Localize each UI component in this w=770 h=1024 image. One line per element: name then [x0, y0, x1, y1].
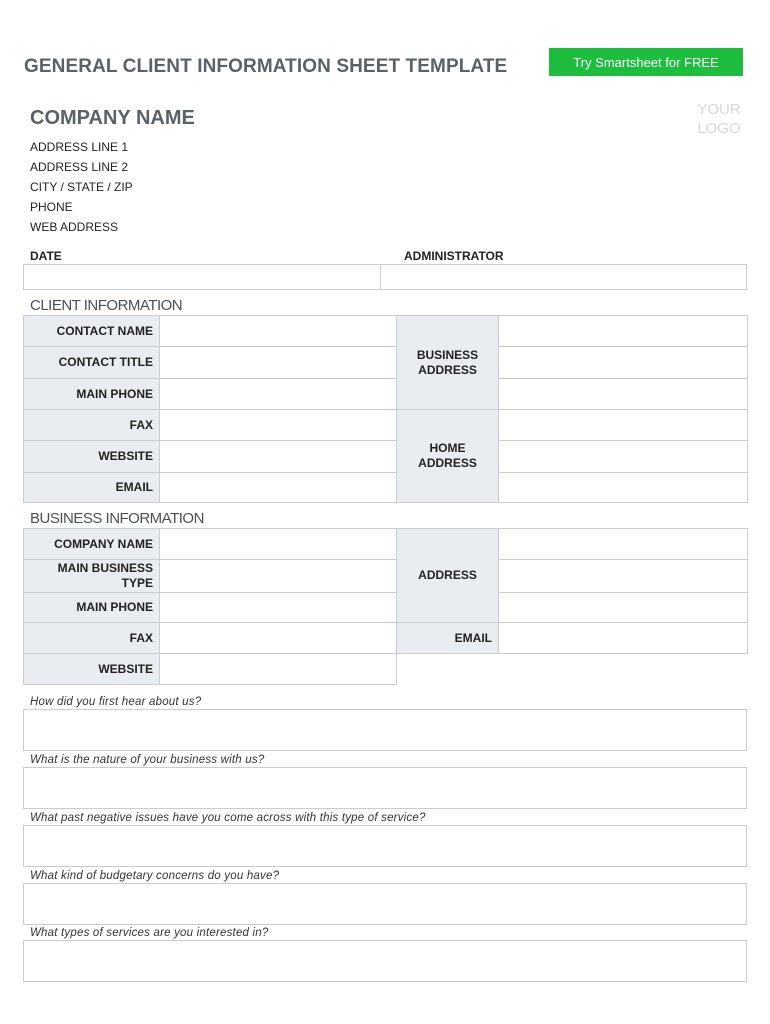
company-name: COMPANY NAME: [30, 107, 195, 129]
business-address-label-line-1: BUSINESS: [416, 347, 479, 362]
business-main-phone-field[interactable]: [160, 593, 397, 623]
question-hear-about-us: How did you first hear about us?: [30, 696, 202, 708]
question-services-interested: What types of services are you interested in?: [30, 927, 269, 939]
main-business-type-field[interactable]: [160, 560, 397, 593]
contact-title-field[interactable]: [160, 347, 397, 379]
home-address-field-3[interactable]: [499, 473, 748, 503]
fax-field[interactable]: [160, 410, 397, 441]
empty-cell: [397, 654, 748, 685]
answer-services-interested[interactable]: [23, 940, 747, 982]
business-email-label: EMAIL: [397, 623, 499, 654]
answer-past-negative-issues[interactable]: [23, 825, 747, 867]
business-address-field-1[interactable]: [499, 316, 748, 347]
date-label: DATE: [30, 249, 62, 263]
company-name-label: COMPANY NAME: [24, 529, 160, 560]
answer-budgetary-concerns[interactable]: [23, 883, 747, 925]
business-information-table: [23, 528, 748, 685]
answer-hear-about-us[interactable]: [23, 709, 747, 751]
address-line-2: ADDRESS LINE 2: [30, 160, 129, 174]
main-business-type-label-line-1: MAIN BUSINESS: [57, 561, 153, 575]
company-phone: PHONE: [30, 200, 73, 214]
question-past-negative-issues: What past negative issues have you come across with this type of service?: [30, 812, 426, 824]
home-address-label: [397, 410, 499, 503]
address-field-2[interactable]: [499, 560, 748, 593]
business-website-label: WEBSITE: [24, 654, 160, 685]
question-nature-of-business: What is the nature of your business with us?: [30, 754, 265, 766]
business-information-heading: BUSINESS INFORMATION: [30, 510, 204, 527]
address-line-1: ADDRESS LINE 1: [30, 140, 129, 154]
page-title: GENERAL CLIENT INFORMATION SHEET TEMPLATE: [24, 56, 508, 77]
fax-label: FAX: [24, 410, 160, 441]
logo-line-1: YOUR: [697, 101, 741, 118]
home-address-label-line-2: ADDRESS: [418, 456, 477, 470]
logo-line-2: LOGO: [697, 120, 741, 137]
company-name-field[interactable]: [160, 529, 397, 560]
business-address-label-line-2: ADDRESS: [418, 362, 477, 377]
business-address-field-3[interactable]: [499, 379, 748, 410]
business-address-label: [397, 316, 499, 410]
main-phone-field[interactable]: [160, 379, 397, 410]
business-website-field[interactable]: [160, 654, 397, 685]
contact-title-label: CONTACT TITLE: [24, 347, 160, 379]
answer-nature-of-business[interactable]: [23, 767, 747, 809]
city-state-zip: CITY / STATE / ZIP: [30, 180, 133, 194]
website-label: WEBSITE: [24, 441, 160, 473]
logo-placeholder: [688, 100, 750, 138]
home-address-field-2[interactable]: [499, 441, 748, 473]
address-field-1[interactable]: [499, 529, 748, 560]
website-field[interactable]: [160, 441, 397, 473]
try-smartsheet-button[interactable]: Try Smartsheet for FREE: [549, 48, 743, 76]
business-fax-field[interactable]: [160, 623, 397, 654]
business-fax-label: FAX: [24, 623, 160, 654]
address-label: ADDRESS: [397, 529, 499, 623]
client-information-table: [23, 315, 748, 503]
home-address-field-1[interactable]: [499, 410, 748, 441]
administrator-label: ADMINISTRATOR: [404, 249, 504, 263]
main-phone-label: MAIN PHONE: [24, 379, 160, 410]
question-budgetary-concerns: What kind of budgetary concerns do you have?: [30, 870, 280, 882]
address-field-3[interactable]: [499, 593, 748, 623]
email-label: EMAIL: [24, 473, 160, 503]
business-address-field-2[interactable]: [499, 347, 748, 379]
administrator-field[interactable]: [380, 264, 747, 290]
main-business-type-label: [24, 560, 160, 593]
main-business-type-label-line-2: TYPE: [121, 576, 153, 590]
contact-name-label: CONTACT NAME: [24, 316, 160, 347]
contact-name-field[interactable]: [160, 316, 397, 347]
date-field[interactable]: [23, 264, 381, 290]
web-address: WEB ADDRESS: [30, 220, 119, 234]
email-field[interactable]: [160, 473, 397, 503]
business-email-field[interactable]: [499, 623, 748, 654]
business-main-phone-label: MAIN PHONE: [24, 593, 160, 623]
client-information-heading: CLIENT INFORMATION: [30, 297, 183, 314]
home-address-label-line-1: HOME: [429, 441, 466, 455]
